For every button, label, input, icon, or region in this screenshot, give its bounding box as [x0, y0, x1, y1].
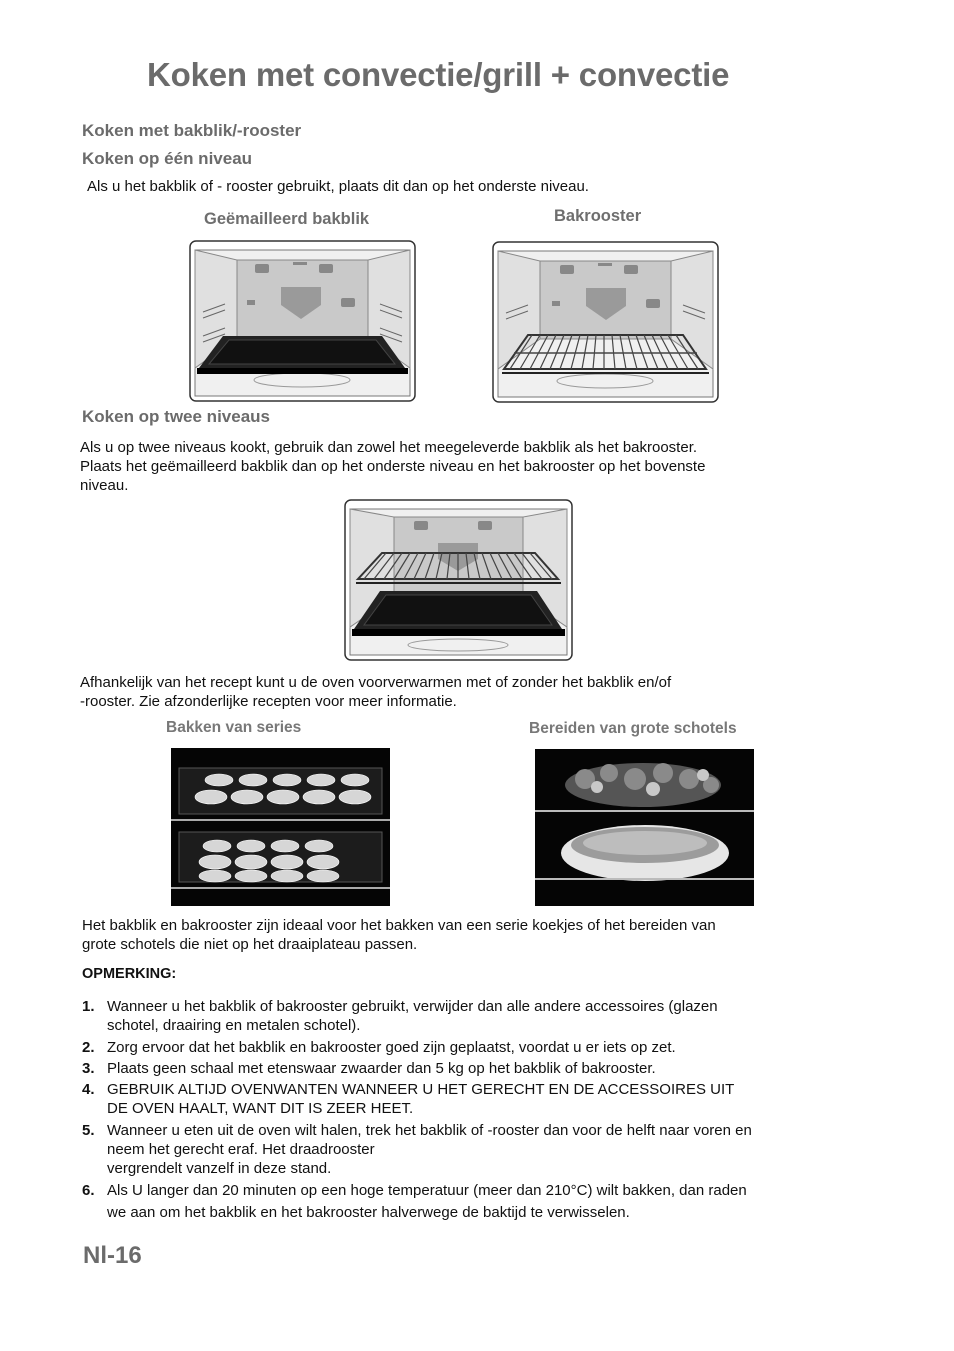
- note-line: neem het gerecht eraf. Het draadrooster: [107, 1141, 375, 1158]
- note-item: [82, 1038, 842, 1057]
- caption-grote-schotels: Bereiden van grote schotels: [529, 720, 737, 737]
- text-line: Plaats het geëmailleerd bakblik dan op het onderste niveau en het bakrooster op het bovenste: [80, 458, 706, 475]
- text-line: grote schotels die niet op het draaiplateau passen.: [82, 936, 418, 953]
- oven-two-levels-illustration: [344, 499, 573, 661]
- note-line: DE OVEN HAALT, WANT DIT IS ZEER HEET.: [107, 1100, 414, 1117]
- note-item: [82, 1181, 842, 1222]
- note-item: [82, 997, 842, 1035]
- subheading-een-niveau: Koken op één niveau: [82, 149, 253, 168]
- text-voorverwarmen: [80, 673, 840, 711]
- text-line: -rooster. Zie afzonderlijke recepten voor meer informatie.: [80, 693, 457, 710]
- note-line: Plaats geen schaal met etenswaar zwaarder dan 5 kg op het bakblik of bakrooster.: [107, 1060, 656, 1077]
- note-number: 3.: [82, 1060, 95, 1077]
- note-number: 2.: [82, 1039, 95, 1056]
- note-item: [82, 1121, 842, 1178]
- note-line: Wanneer u eten uit de oven wilt halen, trek het bakblik of -rooster dan voor de helft naar voren en: [107, 1122, 752, 1139]
- photo-grote-schotels: [535, 749, 754, 906]
- note-line: Wanneer u het bakblik of bakrooster gebruikt, verwijder dan alle andere accessoires (glazen: [107, 998, 718, 1015]
- text-twee-niveaus: [80, 438, 840, 495]
- note-line: GEBRUIK ALTIJD OVENWANTEN WANNEER U HET GERECHT EN DE ACCESSOIRES UIT: [107, 1081, 735, 1098]
- oven-with-rack-illustration: [492, 241, 719, 403]
- note-line: Als U langer dan 20 minuten op een hoge temperatuur (meer dan 210°C) wilt bakken, dan raden: [107, 1182, 747, 1199]
- note-number: 6.: [82, 1182, 95, 1199]
- note-line: we aan om het bakblik en het bakrooster halverwege de baktijd te verwisselen.: [107, 1204, 630, 1221]
- caption-bakrooster: Bakrooster: [554, 207, 642, 225]
- note-line: vergrendelt vanzelf in deze stand.: [107, 1160, 332, 1177]
- note-number: 1.: [82, 998, 95, 1015]
- text-line: niveau.: [80, 477, 129, 494]
- caption-geemailleerd-bakblik: Geëmailleerd bakblik: [204, 210, 370, 228]
- note-item: [82, 1080, 842, 1118]
- notes-list: [82, 997, 842, 1222]
- text-line: Als u op twee niveaus kookt, gebruik dan zowel het meegeleverde bakblik als het bakrooster.: [80, 439, 698, 456]
- text-line: Afhankelijk van het recept kunt u de oven voorverwarmen met of zonder het bakblik en/of: [80, 674, 672, 691]
- text-een-niveau: Als u het bakblik of - rooster gebruikt, plaats dit dan op het onderste niveau.: [87, 178, 589, 195]
- section-heading-bakblik: Koken met bakblik/-rooster: [82, 121, 302, 140]
- oven-with-tray-illustration: [189, 240, 416, 402]
- subheading-twee-niveaus: Koken op twee niveaus: [82, 407, 270, 426]
- text-line: Het bakblik en bakrooster zijn ideaal voor het bakken van een serie koekjes of het bereiden van: [82, 917, 716, 934]
- text-ideaal: [82, 916, 842, 954]
- note-number: 4.: [82, 1081, 95, 1098]
- note-item: [82, 1059, 842, 1078]
- note-line: schotel, draairing en metalen schotel).: [107, 1017, 361, 1034]
- note-number: 5.: [82, 1122, 95, 1139]
- caption-bakken-van-series: Bakken van series: [166, 719, 302, 736]
- note-line: Zorg ervoor dat het bakblik en bakrooster goed zijn geplaatst, voordat u er iets op zet.: [107, 1039, 676, 1056]
- page-number: Nl-16: [83, 1242, 142, 1269]
- notes-heading: OPMERKING:: [82, 966, 177, 982]
- page-title: Koken met convectie/grill + convectie: [147, 56, 730, 93]
- photo-bakken-van-series: [171, 748, 390, 906]
